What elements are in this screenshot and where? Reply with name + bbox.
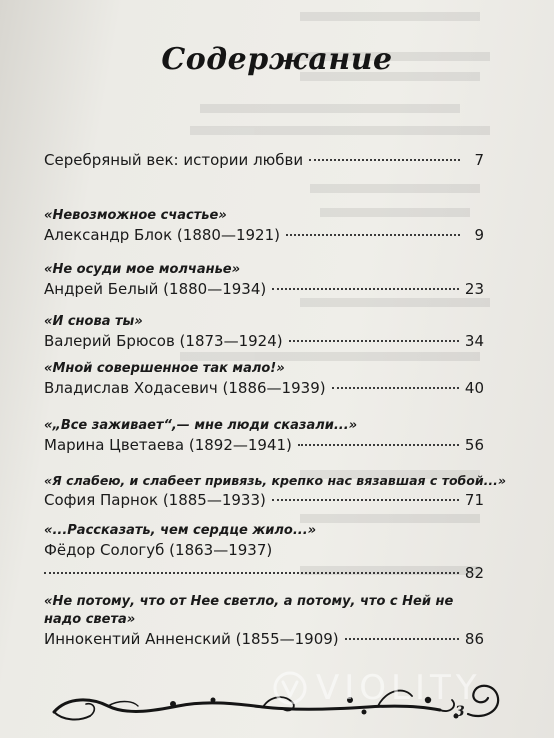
entry-page-number: 34 <box>464 332 484 350</box>
entry-page-number: 82 <box>464 564 484 582</box>
entry-epigraph: «Мной совершенное так мало!» <box>44 361 285 376</box>
entry-author: Иннокентий Анненский (1855—1909) <box>44 630 339 648</box>
entry-epigraph: «Не осуди мое молчанье» <box>44 262 241 277</box>
entry-epigraph: «„Все заживает“,— мне люди сказали...» <box>44 418 358 433</box>
entry-author: Александр Блок (1880—1921) <box>44 226 280 244</box>
dot-leader <box>298 444 459 446</box>
entry-page-number: 86 <box>464 630 484 648</box>
watermark-text: VIOLITY <box>316 668 482 708</box>
toc-entry <box>44 360 484 399</box>
page-number: 3 <box>455 704 465 720</box>
dot-leader <box>44 572 459 574</box>
entry-page-number: 40 <box>464 379 484 397</box>
violity-logo-icon <box>272 670 308 706</box>
entry-page-number: 23 <box>464 280 484 298</box>
entry-author: София Парнок (1885—1933) <box>44 491 266 509</box>
entry-page-number: 7 <box>474 151 484 169</box>
dot-leader <box>286 234 460 236</box>
dot-leader <box>272 499 459 501</box>
entry-epigraph: «Невозможное счастье» <box>44 208 227 223</box>
entry-author: Владислав Ходасевич (1886—1939) <box>44 379 326 397</box>
page-title: Содержание <box>161 42 393 77</box>
dot-leader <box>289 340 459 342</box>
entry-author: Фёдор Сологуб (1863—1937) <box>44 541 273 559</box>
dot-leader <box>332 387 459 389</box>
toc-entry <box>44 261 484 300</box>
entry-page-number: 71 <box>464 491 484 509</box>
watermark <box>272 668 482 708</box>
toc-entry <box>44 150 484 171</box>
entry-page-number: 9 <box>474 226 484 244</box>
toc-entry <box>44 207 484 246</box>
entry-author: Марина Цветаева (1892—1941) <box>44 436 292 454</box>
entry-epigraph: «Я слабею, и слабеет привязь, крепко нас вязавшая с тобой...» <box>44 473 506 488</box>
entry-author: Андрей Белый (1880—1934) <box>44 280 267 298</box>
dot-leader <box>345 638 459 640</box>
toc-entry <box>44 313 484 352</box>
dot-leader <box>309 159 460 161</box>
toc-entry <box>44 417 484 456</box>
entry-epigraph: «И снова ты» <box>44 314 143 329</box>
dot-leader <box>272 288 459 290</box>
entry-author: Серебряный век: истории любви <box>44 151 304 169</box>
toc-entry <box>44 472 506 511</box>
entry-page-number: 56 <box>464 436 484 454</box>
entry-author: Валерий Брюсов (1873—1924) <box>44 332 283 350</box>
toc-entry <box>44 522 484 584</box>
entry-epigraph: «Не потому, что от Нее светло, а потому, что с Ней не надо света» <box>44 594 454 627</box>
entry-epigraph: «...Рассказать, чем сердце жило...» <box>44 523 317 538</box>
toc-entry <box>44 593 484 650</box>
